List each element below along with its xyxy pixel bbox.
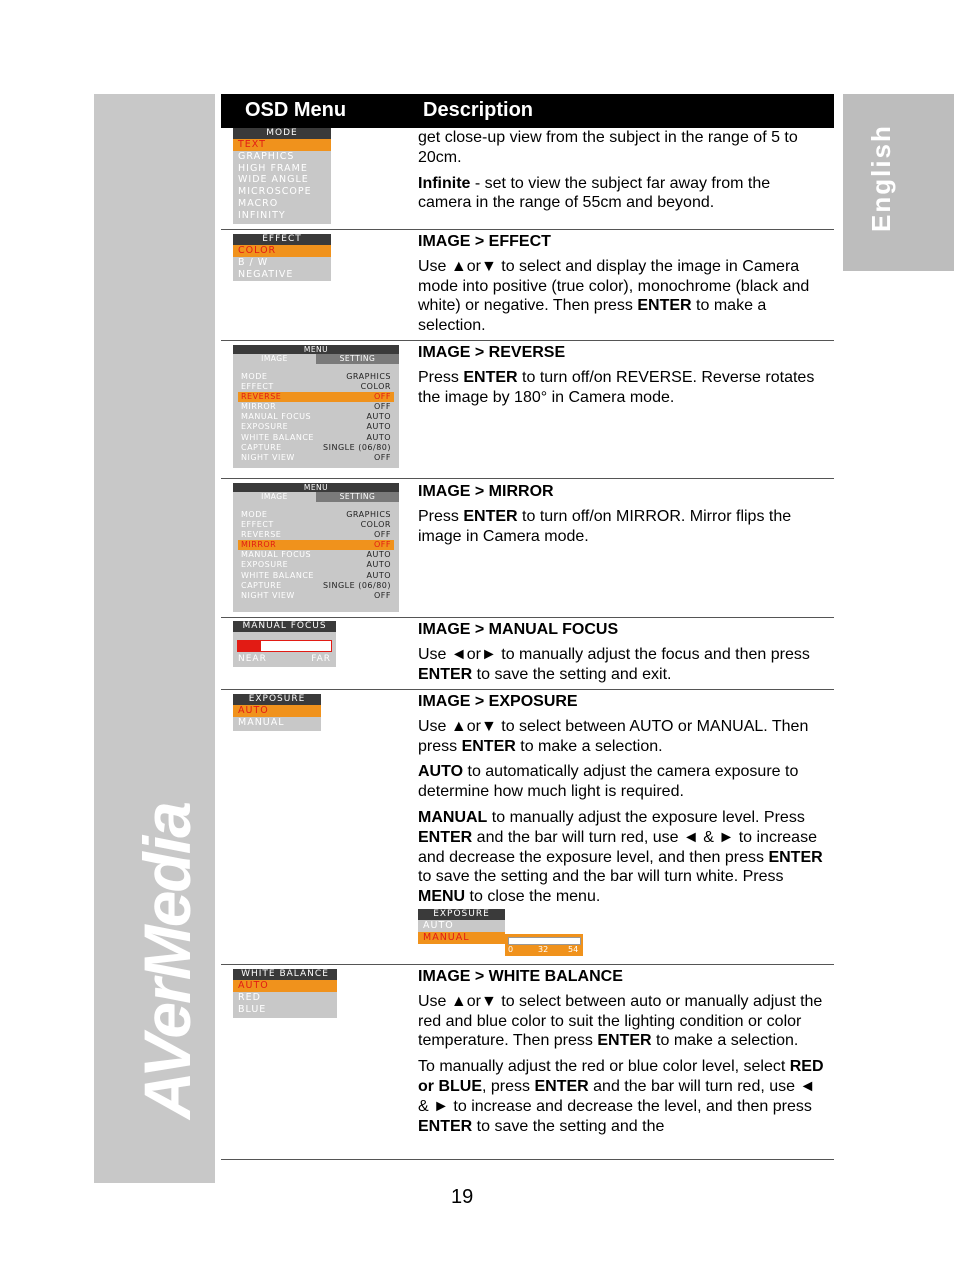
column-header-osd-menu: OSD Menu [245, 99, 347, 121]
osd-menu-row: WHITE BALANCE AUTO [241, 570, 391, 580]
language-tab-label: English [866, 124, 896, 232]
osd-tab-setting: SETTING [316, 354, 399, 364]
osd-effect-header: EFFECT [233, 234, 331, 245]
description-reverse [418, 343, 826, 413]
brand-logo-text: AVerMedia [130, 803, 204, 1119]
section-title-exposure: IMAGE > EXPOSURE [418, 693, 578, 710]
osd-menu-row: EXPOSURE AUTO [241, 560, 391, 570]
osd-mode-item: INFINITY [238, 209, 286, 221]
row-divider [221, 1159, 834, 1160]
osd-menu-row: NIGHT VIEW OFF [241, 452, 391, 462]
infinite-paragraph: Infinite - set to view the subject far away from the camera in the range of 55cm and beyond. [418, 174, 771, 212]
language-tab [843, 94, 954, 271]
osd-exposure-item: AUTO [233, 705, 321, 717]
description-mirror [418, 482, 826, 552]
osd-menu-row-selected: MIRROR OFF [238, 540, 394, 550]
osd-mode-item: MICROSCOPE [238, 186, 312, 198]
osd-menu-row-selected: REVERSE OFF [238, 392, 394, 402]
wb-paragraph-1: Use ▲or▼ to select between auto or manually adjust the red and blue color to suit the lighting condition or color temperature. Then press ENTER to make a selection. [418, 992, 823, 1050]
description-exposure [418, 692, 826, 913]
exposure-tick: 0 [508, 945, 514, 954]
osd-exposure-item: MANUAL [238, 716, 285, 728]
osd-menu-header: MENU [233, 345, 399, 354]
osd-menu-row: EFFECT COLOR [241, 520, 391, 530]
osd-white-balance-header: WHITE BALANCE [233, 969, 337, 980]
osd-menu-row: EXPOSURE AUTO [241, 422, 391, 432]
osd-exposure-menu [233, 694, 321, 731]
exposure-tick: 54 [568, 945, 579, 954]
osd-white-balance-item: RED [238, 991, 261, 1003]
osd-mode-item: MACRO [238, 197, 279, 209]
section-title-effect: IMAGE > EFFECT [418, 233, 551, 250]
osd-white-balance-menu [233, 969, 337, 1018]
exposure-level-bar [505, 934, 583, 956]
osd-mode-item: WIDE ANGLE [238, 174, 309, 186]
osd-white-balance-item: AUTO [233, 980, 337, 992]
osd-tab-image: IMAGE [261, 492, 288, 501]
osd-effect-item: NEGATIVE [238, 268, 294, 280]
osd-mode-item: HIGH FRAME [238, 162, 308, 174]
section-title-reverse: IMAGE > REVERSE [418, 344, 566, 361]
osd-menu-row: EFFECT COLOR [241, 382, 391, 392]
avermedia-logo [94, 94, 215, 1183]
mirror-paragraph: Press ENTER to turn off/on MIRROR. Mirror flips the image in Camera mode. [418, 507, 792, 545]
osd-white-balance-item: BLUE [238, 1003, 267, 1015]
focus-bar-fill [238, 641, 261, 651]
osd-mode-header: MODE [233, 128, 331, 139]
exposure-paragraph-manual: MANUAL to manually adjust the exposure level. Press ENTER and the bar will turn red, use ◄ & ► to increase and decrease the exposure level, and then press ENTER to save the setting and the bar will turn white. Press MENU to close the menu. [418, 808, 823, 906]
row-divider [221, 229, 834, 230]
column-header-description: Description [423, 99, 534, 121]
description-mode-continued [418, 128, 826, 219]
osd-exposure-header: EXPOSURE [233, 694, 321, 705]
osd-exposure-bar-header: EXPOSURE [418, 909, 505, 920]
table-header [221, 94, 834, 128]
description-manual-focus [418, 620, 826, 690]
osd-exposure-bar-item-selected: MANUAL [418, 932, 505, 944]
row-divider [221, 478, 834, 479]
osd-menu-row: MIRROR OFF [241, 402, 391, 412]
osd-tab-image: IMAGE [261, 354, 288, 363]
focus-bar [237, 640, 332, 652]
osd-menu-row: MANUAL FOCUS AUTO [241, 550, 391, 560]
focus-near-label: NEAR [238, 654, 267, 664]
osd-tab-setting: SETTING [316, 492, 399, 502]
osd-exposure-bar-item: AUTO [423, 920, 454, 931]
focus-far-label: FAR [311, 654, 331, 664]
osd-menu-tabs [233, 492, 399, 502]
osd-manual-focus [233, 621, 336, 667]
description-effect [418, 232, 826, 342]
osd-menu-row: MODE GRAPHICS [241, 372, 391, 381]
page-number: 19 [451, 1186, 474, 1208]
osd-menu-row: REVERSE OFF [241, 530, 391, 540]
osd-mode-item: GRAPHICS [238, 150, 295, 162]
osd-menu-row: MANUAL FOCUS AUTO [241, 412, 391, 422]
osd-effect-item: COLOR [233, 245, 331, 257]
exposure-level-track [508, 937, 581, 945]
exposure-paragraph-auto: AUTO to automatically adjust the camera exposure to determine how much light is required. [418, 763, 799, 801]
osd-menu-header: MENU [233, 483, 399, 492]
osd-effect-item: B / W [238, 256, 269, 268]
osd-effect-menu [233, 234, 331, 281]
section-title-manual-focus: IMAGE > MANUAL FOCUS [418, 621, 619, 638]
section-title-mirror: IMAGE > MIRROR [418, 483, 554, 500]
osd-mode-menu [233, 128, 331, 224]
mode-paragraph: get close-up view from the subject in the range of 5 to 20cm. [418, 129, 798, 166]
osd-menu-row: CAPTURE SINGLE (06/80) [241, 442, 391, 452]
wb-paragraph-2: To manually adjust the red or blue color level, select RED or BLUE, press ENTER and the bar will turn red, use ◄ & ► to increase and decrease the level, and then press ENTER to save the setting and the [418, 1058, 824, 1135]
row-divider [221, 617, 834, 618]
osd-menu-row: MODE GRAPHICS [241, 510, 391, 519]
exposure-paragraph-1: Use ▲or▼ to select between AUTO or MANUAL. Then press ENTER to make a selection. [418, 717, 809, 755]
exposure-tick: 32 [538, 945, 549, 954]
effect-paragraph: Use ▲or▼ to select and display the image in Camera mode into positive (true color), monochrome (black and white) or negative. Then press ENTER to make a selection. [418, 257, 810, 335]
osd-menu-row: WHITE BALANCE AUTO [241, 432, 391, 442]
osd-menu-row: NIGHT VIEW OFF [241, 590, 391, 600]
focus-paragraph: Use ◄or► to manually adjust the focus and then press ENTER to save the setting and exit. [418, 645, 810, 683]
row-divider [221, 964, 834, 965]
osd-settings-menu-reverse [233, 345, 399, 468]
osd-exposure-bar-menu [418, 909, 505, 943]
section-title-white-balance: IMAGE > WHITE BALANCE [418, 968, 623, 985]
reverse-paragraph: Press ENTER to turn off/on REVERSE. Reverse rotates the image by 180° in Camera mode. [418, 368, 815, 406]
osd-focus-header: MANUAL FOCUS [233, 621, 336, 632]
description-white-balance [418, 967, 826, 1142]
osd-menu-tabs [233, 354, 399, 364]
osd-settings-menu-mirror [233, 483, 399, 612]
osd-menu-row: CAPTURE SINGLE (06/80) [241, 580, 391, 590]
osd-mode-item: TEXT [233, 139, 331, 151]
